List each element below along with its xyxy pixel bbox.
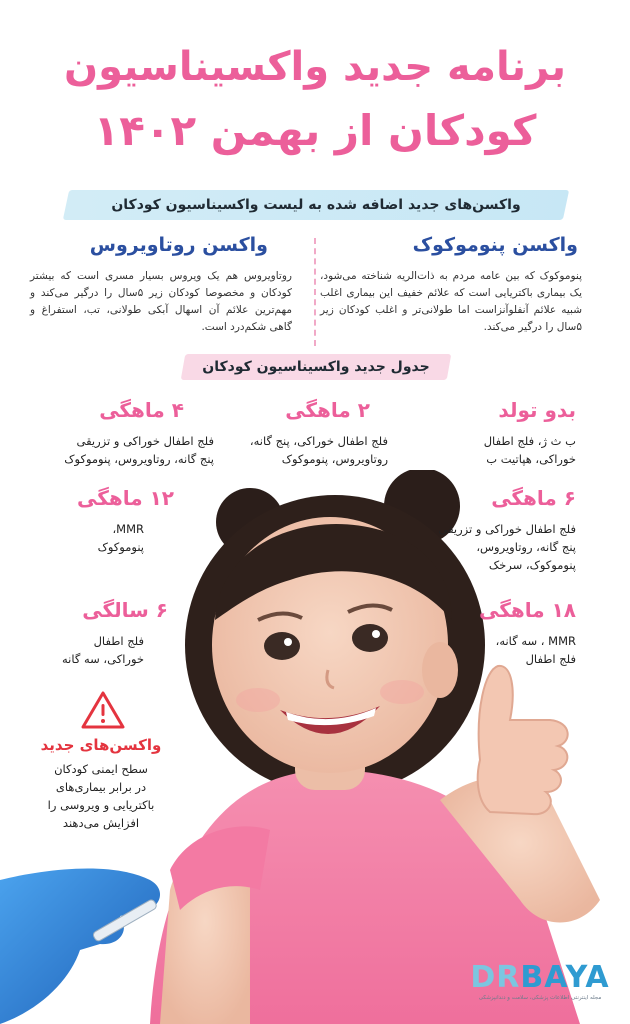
page-title-line-2: کودکان از بهمن ۱۴۰۲ bbox=[93, 106, 537, 155]
shots-12-months bbox=[44, 520, 144, 556]
rotavirus-description: روتاویروس هم یک ویروس بسیار مسری است که بیشتر کودکان و مخصوصا کودکان زیر ۵سال را درگیر می‌کند و مهم‌ترین علائم آن اسهال آبکی طولانی، تب، استفراغ و گاهی شکم‌درد است. bbox=[30, 270, 293, 333]
pneumococcal-heading-name: پنوموکوک bbox=[412, 234, 506, 256]
shots-6-months bbox=[416, 520, 576, 574]
age-4-months: ۴ ماهگی bbox=[99, 398, 184, 422]
shots-4-months bbox=[34, 432, 214, 468]
gloved-hand-syringe-image bbox=[0, 860, 170, 1024]
shot-line: فلج اطفال خوراکی و تزریقی bbox=[438, 522, 576, 536]
warning-text bbox=[36, 760, 166, 832]
shot-line: فلج اطفال bbox=[525, 652, 576, 666]
drbaya-logo bbox=[460, 960, 620, 1001]
age-2-months: ۲ ماهگی bbox=[285, 398, 370, 422]
subtitle-ribbon bbox=[66, 190, 566, 220]
shot-line: پنوموکوک، سرخک bbox=[488, 558, 576, 572]
page-title-line-1: برنامه جدید واکسیناسیون bbox=[64, 44, 566, 90]
age-6-years: ۶ سالگی bbox=[82, 598, 168, 622]
warning-line: افزایش می‌دهند bbox=[62, 816, 140, 830]
age-18-months: ۱۸ ماهگی bbox=[478, 598, 576, 622]
warning-triangle-icon bbox=[80, 690, 126, 730]
rotavirus-heading-name: روتاویروس bbox=[89, 234, 196, 256]
logo-tagline: مجله اینترنتی اطلاعات پزشکی، سلامت و دندانپزشکی bbox=[478, 995, 602, 1001]
schedule-title-ribbon bbox=[183, 354, 449, 380]
shot-line: ب ث ژ، فلج اطفال bbox=[483, 434, 576, 448]
shot-line: MMR ، سه گانه، bbox=[495, 634, 576, 648]
rotavirus-heading-prefix: واکسن bbox=[202, 234, 268, 256]
age-at-birth: بدو تولد bbox=[498, 398, 576, 422]
subtitle-text: واکسن‌های جدید اضافه شده به لیست واکسیناسیون کودکان bbox=[111, 197, 521, 213]
pneumococcal-heading bbox=[413, 234, 578, 256]
warning-line: باکتریایی و ویروسی را bbox=[47, 798, 155, 812]
rotavirus-heading bbox=[90, 234, 268, 256]
schedule-title: جدول جدید واکسیناسیون کودکان bbox=[202, 359, 430, 375]
shots-18-months bbox=[436, 632, 576, 668]
age-6-months: ۶ ماهگی bbox=[491, 486, 576, 510]
logo-baya: BAYA bbox=[520, 960, 610, 995]
shot-line: فلج اطفال خوراکی، پنج گانه، bbox=[249, 434, 388, 448]
warning-line: در برابر بیماری‌های bbox=[55, 780, 147, 794]
shot-line: خوراکی، سه گانه bbox=[61, 652, 144, 666]
column-divider bbox=[314, 238, 316, 346]
shot-line: پنوموکوک bbox=[97, 540, 144, 554]
logo-dr: DR bbox=[470, 960, 521, 995]
warning-title: واکسن‌های جدید bbox=[40, 736, 162, 754]
shot-line: پنج گانه، روتاویروس، پنوموکوک bbox=[64, 452, 214, 466]
shots-6-years bbox=[34, 632, 144, 668]
warning-line: سطح ایمنی کودکان bbox=[54, 762, 148, 776]
shot-line: فلج اطفال خوراکی و تزریقی bbox=[76, 434, 214, 448]
shots-at-birth bbox=[436, 432, 576, 468]
age-12-months: ۱۲ ماهگی bbox=[76, 486, 174, 510]
shots-2-months bbox=[218, 432, 388, 468]
shot-line: فلج اطفال bbox=[93, 634, 144, 648]
pneumococcal-description: پنوموکوک که بین عامه مردم به ذات‌الریه شناخته می‌شود، یک بیماری باکتریایی است که علائم خفیف این بیماری اغلب شبیه علائم آنفلوآنزاست اما طولانی‌تر و اغلب کودکان زیر ۵سال را درگیر می‌کند. bbox=[320, 270, 582, 333]
shot-line: خوراکی، هپاتیت ب bbox=[486, 452, 576, 466]
pneumococcal-heading-prefix: واکسن bbox=[512, 234, 578, 256]
shot-line: پنج گانه، روتاویروس، bbox=[476, 540, 576, 554]
logo-wordmark bbox=[460, 960, 620, 995]
shot-line: MMR، bbox=[112, 522, 144, 536]
shot-line: روتاویروس، پنوموکوک bbox=[281, 452, 388, 466]
